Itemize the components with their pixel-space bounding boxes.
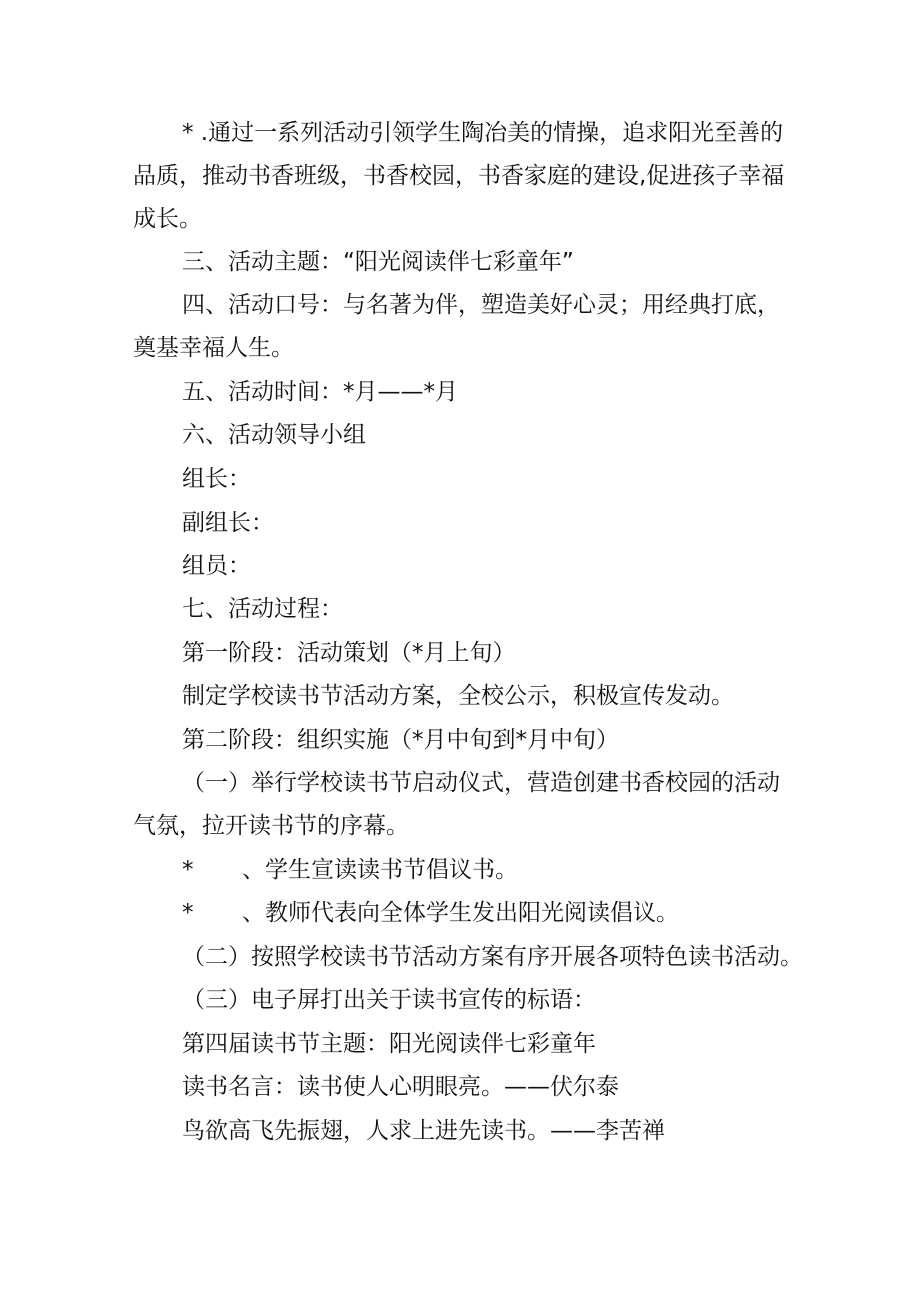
stage-two: 第二阶段：组织实施（*月中旬到*月中旬） bbox=[182, 727, 619, 753]
festival-theme: 第四届读书节主题：阳光阅读伴七彩童年 bbox=[182, 1031, 596, 1057]
text-line-2: 品质，推动书香班级，书香校园，书香家庭的建设,促进孩子幸福 bbox=[133, 163, 785, 189]
bullet-student bbox=[182, 855, 518, 885]
section-theme: 三、活动主题：“阳光阅读伴七彩童年” bbox=[182, 249, 574, 275]
vice-leader-label: 副组长： bbox=[182, 510, 274, 536]
quote-voltaire: 读书名言：读书使人心明眼亮。——伏尔泰 bbox=[182, 1074, 619, 1100]
item-one-cont: 气氛，拉开读书节的序幕。 bbox=[133, 813, 409, 839]
section-process: 七、活动过程： bbox=[182, 596, 343, 622]
item-one: （一）举行学校读书节启动仪式，营造创建书香校园的活动 bbox=[182, 770, 780, 796]
item-two: （二）按照学校读书节活动方案有序开展各项特色读书活动。 bbox=[182, 944, 803, 970]
text-line-1: * .通过一系列活动引领学生陶冶美的情操，追求阳光至善的 bbox=[182, 120, 784, 146]
item-three: （三）电子屏打出关于读书宣传的标语： bbox=[182, 987, 596, 1013]
section-slogan-cont: 奠基幸福人生。 bbox=[133, 335, 294, 361]
bullet-star: * bbox=[182, 857, 194, 883]
members-label: 组员： bbox=[182, 553, 251, 579]
stage-one-desc: 制定学校读书节活动方案，全校公示，积极宣传发动。 bbox=[182, 683, 734, 709]
leader-label: 组长： bbox=[182, 466, 251, 492]
section-slogan: 四、活动口号：与名著为伴，塑造美好心灵；用经典打底， bbox=[182, 292, 780, 318]
stage-one: 第一阶段：活动策划（*月上旬） bbox=[182, 640, 516, 666]
section-time: 五、活动时间：*月——*月 bbox=[182, 379, 458, 405]
bullet-teacher bbox=[182, 898, 679, 928]
section-leadership: 六、活动领导小组 bbox=[182, 422, 366, 448]
text-line-3: 成长。 bbox=[133, 206, 202, 232]
quote-li-kuchan: 鸟欲高飞先振翅，人求上进先读书。——李苦禅 bbox=[182, 1118, 665, 1144]
bullet-teacher-text: 、教师代表向全体学生发出阳光阅读倡议。 bbox=[242, 900, 679, 926]
bullet-star: * bbox=[182, 900, 194, 926]
bullet-student-text: 、学生宣读读书节倡议书。 bbox=[242, 857, 518, 883]
